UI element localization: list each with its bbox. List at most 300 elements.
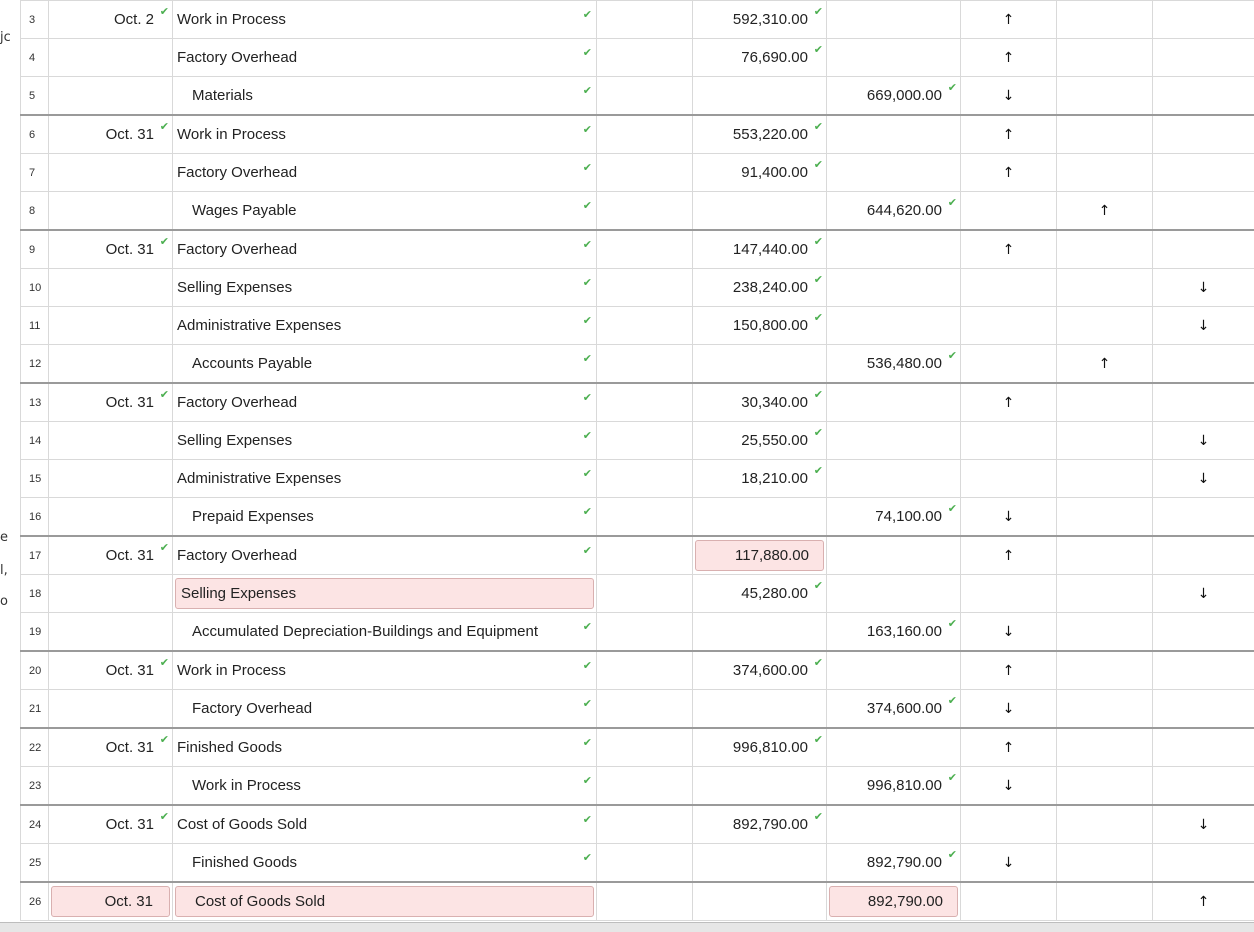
effect-arrow-icon: ↓	[961, 767, 1057, 806]
effect-arrow-icon: ↑	[961, 39, 1057, 77]
correct-check-icon: ✔	[160, 5, 169, 18]
correct-check-icon: ✔	[948, 196, 957, 209]
journal-row	[21, 39, 1254, 77]
account-select-incorrect[interactable]	[175, 578, 594, 609]
correct-check-icon: ✔	[583, 161, 592, 174]
debit-amount: 238,240.00	[733, 279, 808, 296]
credit-cell[interactable]	[827, 460, 961, 498]
correct-check-icon: ✔	[948, 848, 957, 861]
debit-amount: 117,880.00	[735, 547, 809, 564]
effect-arrow-icon	[1057, 844, 1153, 883]
correct-check-icon: ✔	[583, 84, 592, 97]
journal-row	[21, 651, 1254, 690]
date-cell[interactable]	[49, 269, 173, 307]
date-cell[interactable]	[49, 536, 173, 575]
debit-amount: 553,220.00	[733, 126, 808, 143]
journal-row	[21, 805, 1254, 844]
debit-amount: 91,400.00	[741, 164, 808, 181]
effect-arrow-icon	[1153, 39, 1254, 77]
debit-cell[interactable]	[693, 230, 827, 269]
account-cell[interactable]	[173, 1, 597, 39]
row-number: 7	[21, 154, 49, 192]
effect-arrow-icon: ↑	[961, 383, 1057, 422]
debit-cell[interactable]	[693, 345, 827, 384]
debit-amount: 150,800.00	[733, 317, 808, 334]
correct-check-icon: ✔	[583, 505, 592, 518]
journal-row	[21, 767, 1254, 806]
account-name: Wages Payable	[192, 202, 297, 219]
date-input-incorrect[interactable]	[51, 886, 170, 917]
journal-row	[21, 230, 1254, 269]
debit-input-incorrect[interactable]	[695, 540, 824, 571]
date-value: Oct. 31	[106, 547, 154, 564]
credit-cell[interactable]	[827, 383, 961, 422]
effect-arrow-icon: ↓	[961, 690, 1057, 729]
effect-arrow-icon	[1057, 115, 1153, 154]
credit-amount: 536,480.00	[867, 355, 942, 372]
correct-check-icon: ✔	[583, 199, 592, 212]
correct-check-icon: ✔	[583, 736, 592, 749]
credit-cell[interactable]	[827, 498, 961, 537]
date-cell[interactable]	[49, 690, 173, 729]
effect-arrow-icon	[1057, 1, 1153, 39]
row-number: 22	[21, 728, 49, 767]
effect-arrow-icon	[961, 269, 1057, 307]
journal-table-container	[20, 0, 1254, 922]
correct-check-icon: ✔	[814, 311, 823, 324]
correct-check-icon: ✔	[583, 813, 592, 826]
credit-cell[interactable]	[827, 115, 961, 154]
effect-arrow-icon	[961, 805, 1057, 844]
date-cell[interactable]	[49, 498, 173, 537]
blank-cell	[597, 728, 693, 767]
date-cell[interactable]	[49, 651, 173, 690]
account-name: Factory Overhead	[177, 164, 297, 181]
journal-row	[21, 536, 1254, 575]
debit-cell[interactable]	[693, 536, 827, 575]
correct-check-icon: ✔	[583, 467, 592, 480]
debit-amount: 147,440.00	[733, 241, 808, 258]
debit-cell[interactable]	[693, 728, 827, 767]
effect-arrow-icon	[1057, 154, 1153, 192]
effect-arrow-icon: ↑	[961, 536, 1057, 575]
effect-arrow-icon	[1153, 498, 1254, 537]
debit-cell[interactable]	[693, 154, 827, 192]
credit-amount: 74,100.00	[875, 508, 942, 525]
effect-arrow-icon	[961, 345, 1057, 384]
effect-arrow-icon	[1057, 460, 1153, 498]
account-cell[interactable]	[173, 805, 597, 844]
account-name: Accumulated Depreciation-Buildings and Equipment	[192, 623, 538, 640]
effect-arrow-icon	[1153, 383, 1254, 422]
blank-cell	[597, 154, 693, 192]
effect-arrow-icon	[1057, 383, 1153, 422]
debit-amount: 996,810.00	[733, 739, 808, 756]
correct-check-icon: ✔	[583, 391, 592, 404]
date-cell[interactable]	[49, 882, 173, 921]
effect-arrow-icon: ↑	[961, 728, 1057, 767]
account-cell[interactable]	[173, 115, 597, 154]
credit-cell[interactable]	[827, 613, 961, 652]
account-name: Work in Process	[177, 11, 286, 28]
journal-row	[21, 154, 1254, 192]
journal-row	[21, 575, 1254, 613]
row-number: 12	[21, 345, 49, 384]
effect-arrow-icon	[1153, 154, 1254, 192]
blank-cell	[597, 767, 693, 806]
credit-cell[interactable]	[827, 728, 961, 767]
account-cell[interactable]	[173, 192, 597, 231]
date-cell[interactable]	[49, 422, 173, 460]
journal-row	[21, 77, 1254, 116]
correct-check-icon: ✔	[160, 541, 169, 554]
account-name: Finished Goods	[177, 739, 282, 756]
row-number: 11	[21, 307, 49, 345]
debit-amount: 592,310.00	[733, 11, 808, 28]
left-page-edge	[0, 0, 20, 931]
journal-row	[21, 690, 1254, 729]
journal-row	[21, 844, 1254, 883]
debit-cell[interactable]	[693, 115, 827, 154]
correct-check-icon: ✔	[814, 43, 823, 56]
row-number: 23	[21, 767, 49, 806]
blank-cell	[597, 651, 693, 690]
effect-arrow-icon	[1057, 498, 1153, 537]
date-cell[interactable]	[49, 115, 173, 154]
credit-cell[interactable]	[827, 345, 961, 384]
credit-amount: 669,000.00	[867, 87, 942, 104]
row-number: 10	[21, 269, 49, 307]
effect-arrow-icon: ↑	[1153, 882, 1254, 921]
correct-check-icon: ✔	[583, 46, 592, 59]
date-value: Oct. 31	[106, 739, 154, 756]
credit-amount: 996,810.00	[867, 777, 942, 794]
left-fragment: l,	[0, 563, 8, 578]
journal-row	[21, 460, 1254, 498]
account-cell[interactable]	[173, 77, 597, 116]
account-name: Factory Overhead	[177, 241, 297, 258]
date-value: Oct. 31	[106, 662, 154, 679]
journal-row	[21, 345, 1254, 384]
debit-cell[interactable]	[693, 422, 827, 460]
row-number: 19	[21, 613, 49, 652]
correct-check-icon: ✔	[583, 314, 592, 327]
debit-cell[interactable]	[693, 575, 827, 613]
effect-arrow-icon	[1057, 269, 1153, 307]
date-cell[interactable]	[49, 230, 173, 269]
correct-check-icon: ✔	[814, 273, 823, 286]
date-cell[interactable]	[49, 844, 173, 883]
effect-arrow-icon	[961, 460, 1057, 498]
blank-cell	[597, 422, 693, 460]
effect-arrow-icon	[1057, 805, 1153, 844]
credit-cell[interactable]	[827, 192, 961, 231]
account-cell[interactable]	[173, 422, 597, 460]
effect-arrow-icon: ↓	[1153, 422, 1254, 460]
debit-amount: 30,340.00	[741, 394, 808, 411]
date-cell[interactable]	[49, 460, 173, 498]
correct-check-icon: ✔	[814, 388, 823, 401]
correct-check-icon: ✔	[160, 120, 169, 133]
effect-arrow-icon: ↑	[961, 651, 1057, 690]
date-value: Oct. 31	[105, 893, 153, 910]
effect-arrow-icon	[961, 192, 1057, 231]
blank-cell	[597, 805, 693, 844]
account-name: Selling Expenses	[181, 585, 296, 602]
correct-check-icon: ✔	[814, 426, 823, 439]
credit-cell[interactable]	[827, 690, 961, 729]
debit-cell[interactable]	[693, 805, 827, 844]
account-cell[interactable]	[173, 728, 597, 767]
effect-arrow-icon	[1057, 307, 1153, 345]
credit-cell[interactable]	[827, 422, 961, 460]
credit-input-incorrect[interactable]	[829, 886, 958, 917]
debit-cell[interactable]	[693, 39, 827, 77]
account-name: Finished Goods	[192, 854, 297, 871]
debit-amount: 76,690.00	[741, 49, 808, 66]
correct-check-icon: ✔	[583, 429, 592, 442]
effect-arrow-icon	[1057, 77, 1153, 116]
credit-cell[interactable]	[827, 269, 961, 307]
row-number: 8	[21, 192, 49, 231]
effect-arrow-icon	[1153, 192, 1254, 231]
blank-cell	[597, 192, 693, 231]
date-cell[interactable]	[49, 307, 173, 345]
correct-check-icon: ✔	[948, 771, 957, 784]
row-number: 17	[21, 536, 49, 575]
account-cell[interactable]	[173, 690, 597, 729]
account-cell[interactable]	[173, 154, 597, 192]
left-fragment: o	[0, 594, 8, 609]
correct-check-icon: ✔	[160, 810, 169, 823]
account-cell[interactable]	[173, 613, 597, 652]
correct-check-icon: ✔	[583, 851, 592, 864]
effect-arrow-icon	[1057, 767, 1153, 806]
account-name: Factory Overhead	[177, 49, 297, 66]
credit-cell[interactable]	[827, 844, 961, 883]
account-cell[interactable]	[173, 383, 597, 422]
effect-arrow-icon	[1057, 230, 1153, 269]
blank-cell	[597, 498, 693, 537]
account-name: Work in Process	[177, 662, 286, 679]
row-number: 15	[21, 460, 49, 498]
journal-row	[21, 882, 1254, 921]
credit-amount: 892,790.00	[868, 893, 943, 910]
row-number: 4	[21, 39, 49, 77]
blank-cell	[597, 844, 693, 883]
left-fragment: jc	[0, 30, 11, 45]
effect-arrow-icon	[1057, 536, 1153, 575]
correct-check-icon: ✔	[948, 502, 957, 515]
correct-check-icon: ✔	[814, 464, 823, 477]
blank-cell	[597, 882, 693, 921]
row-number: 16	[21, 498, 49, 537]
correct-check-icon: ✔	[948, 349, 957, 362]
effect-arrow-icon	[1153, 230, 1254, 269]
row-number: 13	[21, 383, 49, 422]
row-number: 26	[21, 882, 49, 921]
debit-cell[interactable]	[693, 767, 827, 806]
debit-amount: 374,600.00	[733, 662, 808, 679]
correct-check-icon: ✔	[814, 5, 823, 18]
effect-arrow-icon: ↓	[1153, 575, 1254, 613]
debit-cell[interactable]	[693, 882, 827, 921]
blank-cell	[597, 383, 693, 422]
debit-amount: 45,280.00	[741, 585, 808, 602]
account-cell[interactable]	[173, 882, 597, 921]
row-number: 20	[21, 651, 49, 690]
journal-row	[21, 498, 1254, 537]
account-cell[interactable]	[173, 230, 597, 269]
correct-check-icon: ✔	[814, 120, 823, 133]
date-cell[interactable]	[49, 77, 173, 116]
account-cell[interactable]	[173, 307, 597, 345]
account-name: Factory Overhead	[177, 547, 297, 564]
account-cell[interactable]	[173, 345, 597, 384]
blank-cell	[597, 39, 693, 77]
account-select-incorrect[interactable]	[175, 886, 594, 917]
correct-check-icon: ✔	[160, 388, 169, 401]
debit-cell[interactable]	[693, 498, 827, 537]
effect-arrow-icon: ↓	[1153, 805, 1254, 844]
journal-row	[21, 1, 1254, 39]
debit-cell[interactable]	[693, 651, 827, 690]
effect-arrow-icon: ↑	[1057, 192, 1153, 231]
credit-cell[interactable]	[827, 767, 961, 806]
date-cell[interactable]	[49, 192, 173, 231]
effect-arrow-icon	[1057, 690, 1153, 729]
debit-cell[interactable]	[693, 613, 827, 652]
date-cell[interactable]	[49, 805, 173, 844]
correct-check-icon: ✔	[583, 123, 592, 136]
journal-row	[21, 192, 1254, 231]
correct-check-icon: ✔	[814, 733, 823, 746]
credit-cell[interactable]	[827, 575, 961, 613]
date-cell[interactable]	[49, 39, 173, 77]
debit-cell[interactable]	[693, 307, 827, 345]
credit-cell[interactable]	[827, 39, 961, 77]
credit-cell[interactable]	[827, 307, 961, 345]
date-cell[interactable]	[49, 1, 173, 39]
account-cell[interactable]	[173, 460, 597, 498]
blank-cell	[597, 1, 693, 39]
effect-arrow-icon: ↑	[1057, 345, 1153, 384]
debit-cell[interactable]	[693, 77, 827, 116]
account-name: Administrative Expenses	[177, 317, 341, 334]
blank-cell	[597, 575, 693, 613]
date-value: Oct. 31	[106, 241, 154, 258]
correct-check-icon: ✔	[814, 579, 823, 592]
journal-table	[20, 0, 1254, 921]
account-name: Factory Overhead	[177, 394, 297, 411]
account-cell[interactable]	[173, 269, 597, 307]
credit-cell[interactable]	[827, 651, 961, 690]
effect-arrow-icon	[1153, 1, 1254, 39]
account-cell[interactable]	[173, 575, 597, 613]
correct-check-icon: ✔	[583, 659, 592, 672]
account-name: Accounts Payable	[192, 355, 312, 372]
effect-arrow-icon: ↓	[961, 77, 1057, 116]
credit-cell[interactable]	[827, 536, 961, 575]
effect-arrow-icon	[1153, 728, 1254, 767]
credit-cell[interactable]	[827, 805, 961, 844]
effect-arrow-icon: ↑	[961, 115, 1057, 154]
effect-arrow-icon	[1153, 77, 1254, 116]
debit-cell[interactable]	[693, 383, 827, 422]
debit-amount: 25,550.00	[741, 432, 808, 449]
credit-amount: 163,160.00	[867, 623, 942, 640]
effect-arrow-icon	[961, 307, 1057, 345]
correct-check-icon: ✔	[948, 694, 957, 707]
row-number: 25	[21, 844, 49, 883]
date-value: Oct. 2	[114, 11, 154, 28]
effect-arrow-icon	[1057, 422, 1153, 460]
debit-cell[interactable]	[693, 460, 827, 498]
blank-cell	[597, 115, 693, 154]
row-number: 24	[21, 805, 49, 844]
correct-check-icon: ✔	[814, 656, 823, 669]
correct-check-icon: ✔	[583, 8, 592, 21]
date-cell[interactable]	[49, 154, 173, 192]
account-cell[interactable]	[173, 767, 597, 806]
date-cell[interactable]	[49, 345, 173, 384]
debit-cell[interactable]	[693, 269, 827, 307]
effect-arrow-icon: ↓	[1153, 269, 1254, 307]
date-cell[interactable]	[49, 613, 173, 652]
date-value: Oct. 31	[106, 126, 154, 143]
effect-arrow-icon: ↑	[961, 230, 1057, 269]
correct-check-icon: ✔	[948, 617, 957, 630]
account-cell[interactable]	[173, 536, 597, 575]
date-cell[interactable]	[49, 575, 173, 613]
date-cell[interactable]	[49, 728, 173, 767]
debit-cell[interactable]	[693, 844, 827, 883]
account-cell[interactable]	[173, 844, 597, 883]
effect-arrow-icon	[1057, 613, 1153, 652]
credit-cell[interactable]	[827, 230, 961, 269]
correct-check-icon: ✔	[583, 697, 592, 710]
debit-cell[interactable]	[693, 1, 827, 39]
effect-arrow-icon	[1153, 844, 1254, 883]
date-cell[interactable]	[49, 767, 173, 806]
date-value: Oct. 31	[106, 394, 154, 411]
blank-cell	[597, 307, 693, 345]
account-cell[interactable]	[173, 498, 597, 537]
correct-check-icon: ✔	[948, 81, 957, 94]
correct-check-icon: ✔	[814, 235, 823, 248]
credit-cell[interactable]	[827, 882, 961, 921]
credit-cell[interactable]	[827, 154, 961, 192]
credit-cell[interactable]	[827, 77, 961, 116]
correct-check-icon: ✔	[583, 544, 592, 557]
effect-arrow-icon	[1057, 728, 1153, 767]
correct-check-icon: ✔	[814, 810, 823, 823]
credit-amount: 644,620.00	[867, 202, 942, 219]
account-cell[interactable]	[173, 39, 597, 77]
debit-cell[interactable]	[693, 690, 827, 729]
debit-cell[interactable]	[693, 192, 827, 231]
credit-cell[interactable]	[827, 1, 961, 39]
correct-check-icon: ✔	[583, 238, 592, 251]
effect-arrow-icon	[1153, 613, 1254, 652]
correct-check-icon: ✔	[583, 276, 592, 289]
effect-arrow-icon	[1057, 651, 1153, 690]
account-name: Prepaid Expenses	[192, 508, 314, 525]
date-cell[interactable]	[49, 383, 173, 422]
effect-arrow-icon	[1153, 767, 1254, 806]
row-number: 21	[21, 690, 49, 729]
account-cell[interactable]	[173, 651, 597, 690]
